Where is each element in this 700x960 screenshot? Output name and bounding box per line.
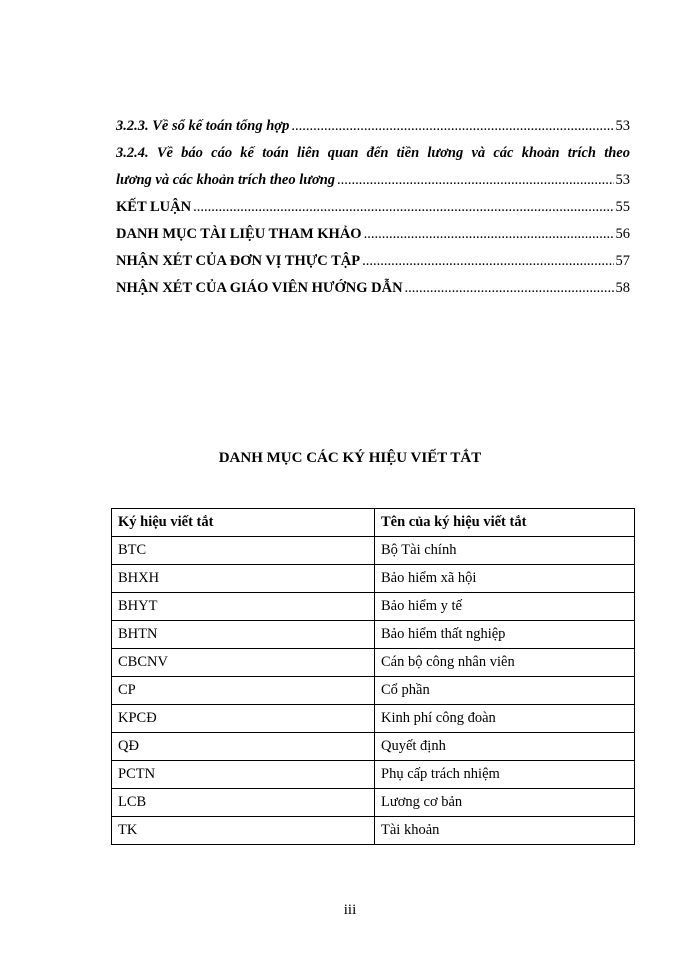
meaning-cell: Tài khoản [375, 817, 635, 845]
abbreviation-cell: TK [112, 817, 375, 845]
page-number: iii [343, 902, 357, 918]
toc-entry-title: 3.2.3. Về sổ kế toán tổng hợp [116, 118, 290, 134]
table-row [112, 593, 635, 621]
table-row [112, 677, 635, 705]
toc-entry-3-2-3[interactable] [116, 113, 630, 140]
meaning-cell: Phụ cấp trách nhiệm [375, 761, 635, 789]
column-header-meaning: Tên của ký hiệu viết tắt [375, 509, 635, 537]
toc-leader-dots [364, 221, 614, 248]
meaning-cell: Cán bộ công nhân viên [375, 649, 635, 677]
toc-leader-dots [362, 248, 613, 275]
table-row [112, 789, 635, 817]
table-row [112, 761, 635, 789]
toc-leader-dots [337, 167, 613, 194]
abbreviations-title: DANH MỤC CÁC KÝ HIỆU VIẾT TẮT [218, 450, 482, 466]
meaning-cell: Kinh phí công đoàn [375, 705, 635, 733]
toc-leader-dots [405, 275, 614, 302]
toc-entry-title: 3.2.4. Về báo cáo kế toán liên quan đến tiền lương và các khoản trích theo [116, 145, 630, 161]
toc-entry-3-2-4[interactable] [116, 140, 630, 167]
abbreviation-cell: CBCNV [112, 649, 375, 677]
toc-entry-page: 58 [615, 280, 630, 296]
abbreviation-cell: BTC [112, 537, 375, 565]
meaning-cell: Quyết định [375, 733, 635, 761]
toc-entry-title: NHẬN XÉT CỦA GIÁO VIÊN HƯỚNG DẪN [116, 280, 403, 296]
toc-leader-dots [291, 113, 613, 140]
toc-entry-title: NHẬN XÉT CỦA ĐƠN VỊ THỰC TẬP [116, 253, 361, 269]
toc-entry-page: 56 [615, 226, 630, 242]
abbreviations-table [111, 508, 635, 845]
table-row [112, 537, 635, 565]
meaning-cell: Bảo hiểm xã hội [375, 565, 635, 593]
toc-entry-references[interactable] [116, 221, 630, 248]
table-row [112, 649, 635, 677]
toc-entry-page: 53 [615, 172, 630, 188]
abbreviation-cell: BHXH [112, 565, 375, 593]
toc-entry-page: 57 [615, 253, 630, 269]
table-row [112, 705, 635, 733]
toc-entry-teacher-review[interactable] [116, 275, 630, 302]
toc-entry-ket-luan[interactable] [116, 194, 630, 221]
toc-entry-title: lương và các khoản trích theo lương [116, 172, 336, 188]
abbreviation-cell: CP [112, 677, 375, 705]
toc-entry-3-2-4-continued[interactable] [116, 167, 630, 194]
table-row [112, 565, 635, 593]
meaning-cell: Cổ phần [375, 677, 635, 705]
abbreviation-cell: PCTN [112, 761, 375, 789]
toc-entry-unit-review[interactable] [116, 248, 630, 275]
meaning-cell: Bảo hiểm y tế [375, 593, 635, 621]
toc-entry-page: 53 [615, 118, 630, 134]
abbreviation-cell: LCB [112, 789, 375, 817]
table-of-contents [116, 113, 630, 302]
toc-leader-dots [193, 194, 613, 221]
meaning-cell: Bảo hiểm thất nghiệp [375, 621, 635, 649]
table-header-row [112, 509, 635, 537]
toc-entry-title: KẾT LUẬN [116, 199, 192, 215]
table-row [112, 733, 635, 761]
abbreviation-cell: BHYT [112, 593, 375, 621]
meaning-cell: Bộ Tài chính [375, 537, 635, 565]
abbreviation-cell: BHTN [112, 621, 375, 649]
abbreviation-cell: KPCĐ [112, 705, 375, 733]
column-header-abbreviation: Ký hiệu viết tắt [112, 509, 375, 537]
table-row [112, 621, 635, 649]
toc-entry-page: 55 [615, 199, 630, 215]
table-row [112, 817, 635, 845]
abbreviation-cell: QĐ [112, 733, 375, 761]
toc-entry-title: DANH MỤC TÀI LIỆU THAM KHẢO [116, 226, 362, 242]
meaning-cell: Lương cơ bản [375, 789, 635, 817]
